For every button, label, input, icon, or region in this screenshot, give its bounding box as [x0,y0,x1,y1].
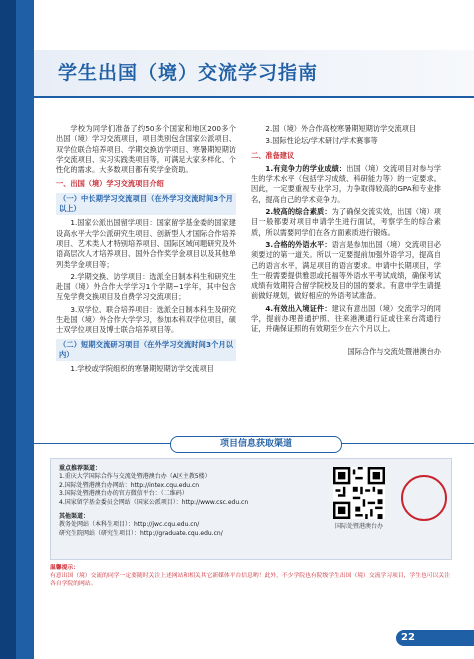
item-dual-degree: 3.双学位、联合培养项目：选派全日制本科生及研究生赴国（境）外合作大学学习，参加本科双学位项目，硕士双学位项目及博士联合培养项目等。 [56,304,236,335]
signature: 国际合作与交流处暨港澳台办 [347,346,441,356]
item-short-term-3: 3.国际性论坛/学术研讨/学术赛事等 [265,136,378,146]
subheading-long-term: （一）中长期学习交流项目（在外学习交流时间3个月以上） [56,193,236,216]
tip-documents [251,304,441,335]
item-government-sponsored: 1.国家公派出国留学项目：国家留学基金委的国家建设高水平大学公派研究生项目、创新型人才国际合作培养项目、艺术类人才特别培养项目、国际区域问题研究及外语高层次人才培养项目、国外合作奖学金项目以及其他单列类学金项目等； [56,218,236,269]
item-short-term-2: 2.国（境）外合作高校寒暑期短期访学交流项目 [265,124,417,133]
item-exchange: 2.学期交换、访学项目：选派全日制本科生和研究生赴国（境）外合作大学学习1个学期~1学年，其中包含互免学费交换项目及自费学习交流项目； [56,271,236,302]
other-channel-2[interactable]: 研究生院网站（研究生项目）：http://graduate.cqu.edu.cn/ [59,529,223,537]
qr-code-label: 国际处暨港澳台办 [334,523,383,530]
tip-language [251,240,441,302]
section-heading-1: 一、出国（境）学习交流项目介绍 [56,179,164,189]
left-column [56,124,236,377]
tip-academic [251,164,441,205]
subheading-short-term: （二）短期交流研习项目（在外学习交流时间3个月以内） [56,339,236,362]
info-ribbon-title: 项目信息获取渠道 [170,436,342,453]
page-number: 22 [401,632,415,643]
other-channels-heading: 其他渠道： [59,513,90,521]
title-underline [34,96,474,98]
info-text [59,465,329,538]
info-box [50,458,452,560]
tip-overall-quality [251,207,441,238]
tip-documents-body: 建议有意出国（境）交流学习的同学，提前办理普通护照、往来港澳通行证或往来台湾通行证，并确保证照的有效期至少在六个月以上。 [251,303,441,334]
intro-paragraph: 学校为同学们准备了约50多个国家和地区200多个出国（境）学习交流项目，项目类别包含国家公派项目、双学位联合培养项目、学期交换访学项目、寒暑期短期访学交流项目、实习实践类项目等，可满足大家多样化、个性化的需求。大多数项目都有奖学金资助。 [56,124,236,175]
key-channel-1: 1.重庆大学国际合作与交流处暨港澳台办（A区主教5楼） [59,473,211,481]
tip-academic-title: 1.有竞争力的学业成绩： [265,163,347,173]
tips-box [50,564,450,588]
tip-language-title: 3.合格的外语水平： [265,239,332,249]
tips-heading: 温馨提示： [50,565,79,571]
key-channel-4[interactable]: 4.国家留学基金委员会网站（国家公派项目）：http://www.csc.edu.cn [59,498,249,506]
section-heading-2: 二、准备建议 [251,150,295,160]
key-channels-heading: 重点推荐渠道： [59,465,102,472]
tip-overall-quality-body: 为了确保交流实效，出国（境）项目一般都要对项目申请学生进行面试，考察学生的综合素质，所以需要同学们在各方面素质进行锻炼。 [251,207,441,237]
university-seal-icon [401,475,447,521]
page-title: 学生出国（境）交流学习指南 [58,62,319,84]
right-column [251,124,441,359]
tips-body: 有意出国（境）交流的同学一定要随时关注上述网站和相关其它新媒体平台信息哟！此外，不少学院也有院级学生出国（境）交流学习项目，学生也可以关注各自学院的网站。 [50,573,450,587]
key-channel-3: 3.国际处暨港澳台办的官方微信平台：（二维码） [59,490,188,498]
item-short-term-1: 1.学校或学院组织的寒暑期短期访学交流项目 [70,364,214,374]
tip-academic-body: 出国（境）交流项目对参与学生的学术水平（包括学习成绩、科研能力等）的一定要求。因此，一定要重视专业学习，力争取得较高的GPA和专业排名，提高自己的学术竞争力。 [251,163,441,204]
left-decor-bar-dark [0,0,16,659]
tip-documents-title: 4.有效出入境证件： [265,303,332,313]
tip-language-body: 语言是参加出国（境）交流项目必须要过的第一道关。所以一定要提前加强外语学习，提高自己的语言水平，满足项目的语言要求。申请中长期项目，学生一般需要提供雅思或托福等外语水平考试成绩，确保考试成绩有效期符合留学院校及目的国的要求。有意申学生请提前做好规划，做好相应的外语考试准备。 [251,239,441,301]
key-channel-2[interactable]: 2.国际处暨港澳台办网站：http://intex.cqu.edu.cn [59,481,200,489]
tip-overall-quality-title: 2.较高的综合素质： [265,207,332,217]
qr-code-icon [333,467,385,519]
other-channel-1[interactable]: 教务处网站（本科生项目）：http://jwc.cqu.edu.cn/ [59,521,200,529]
